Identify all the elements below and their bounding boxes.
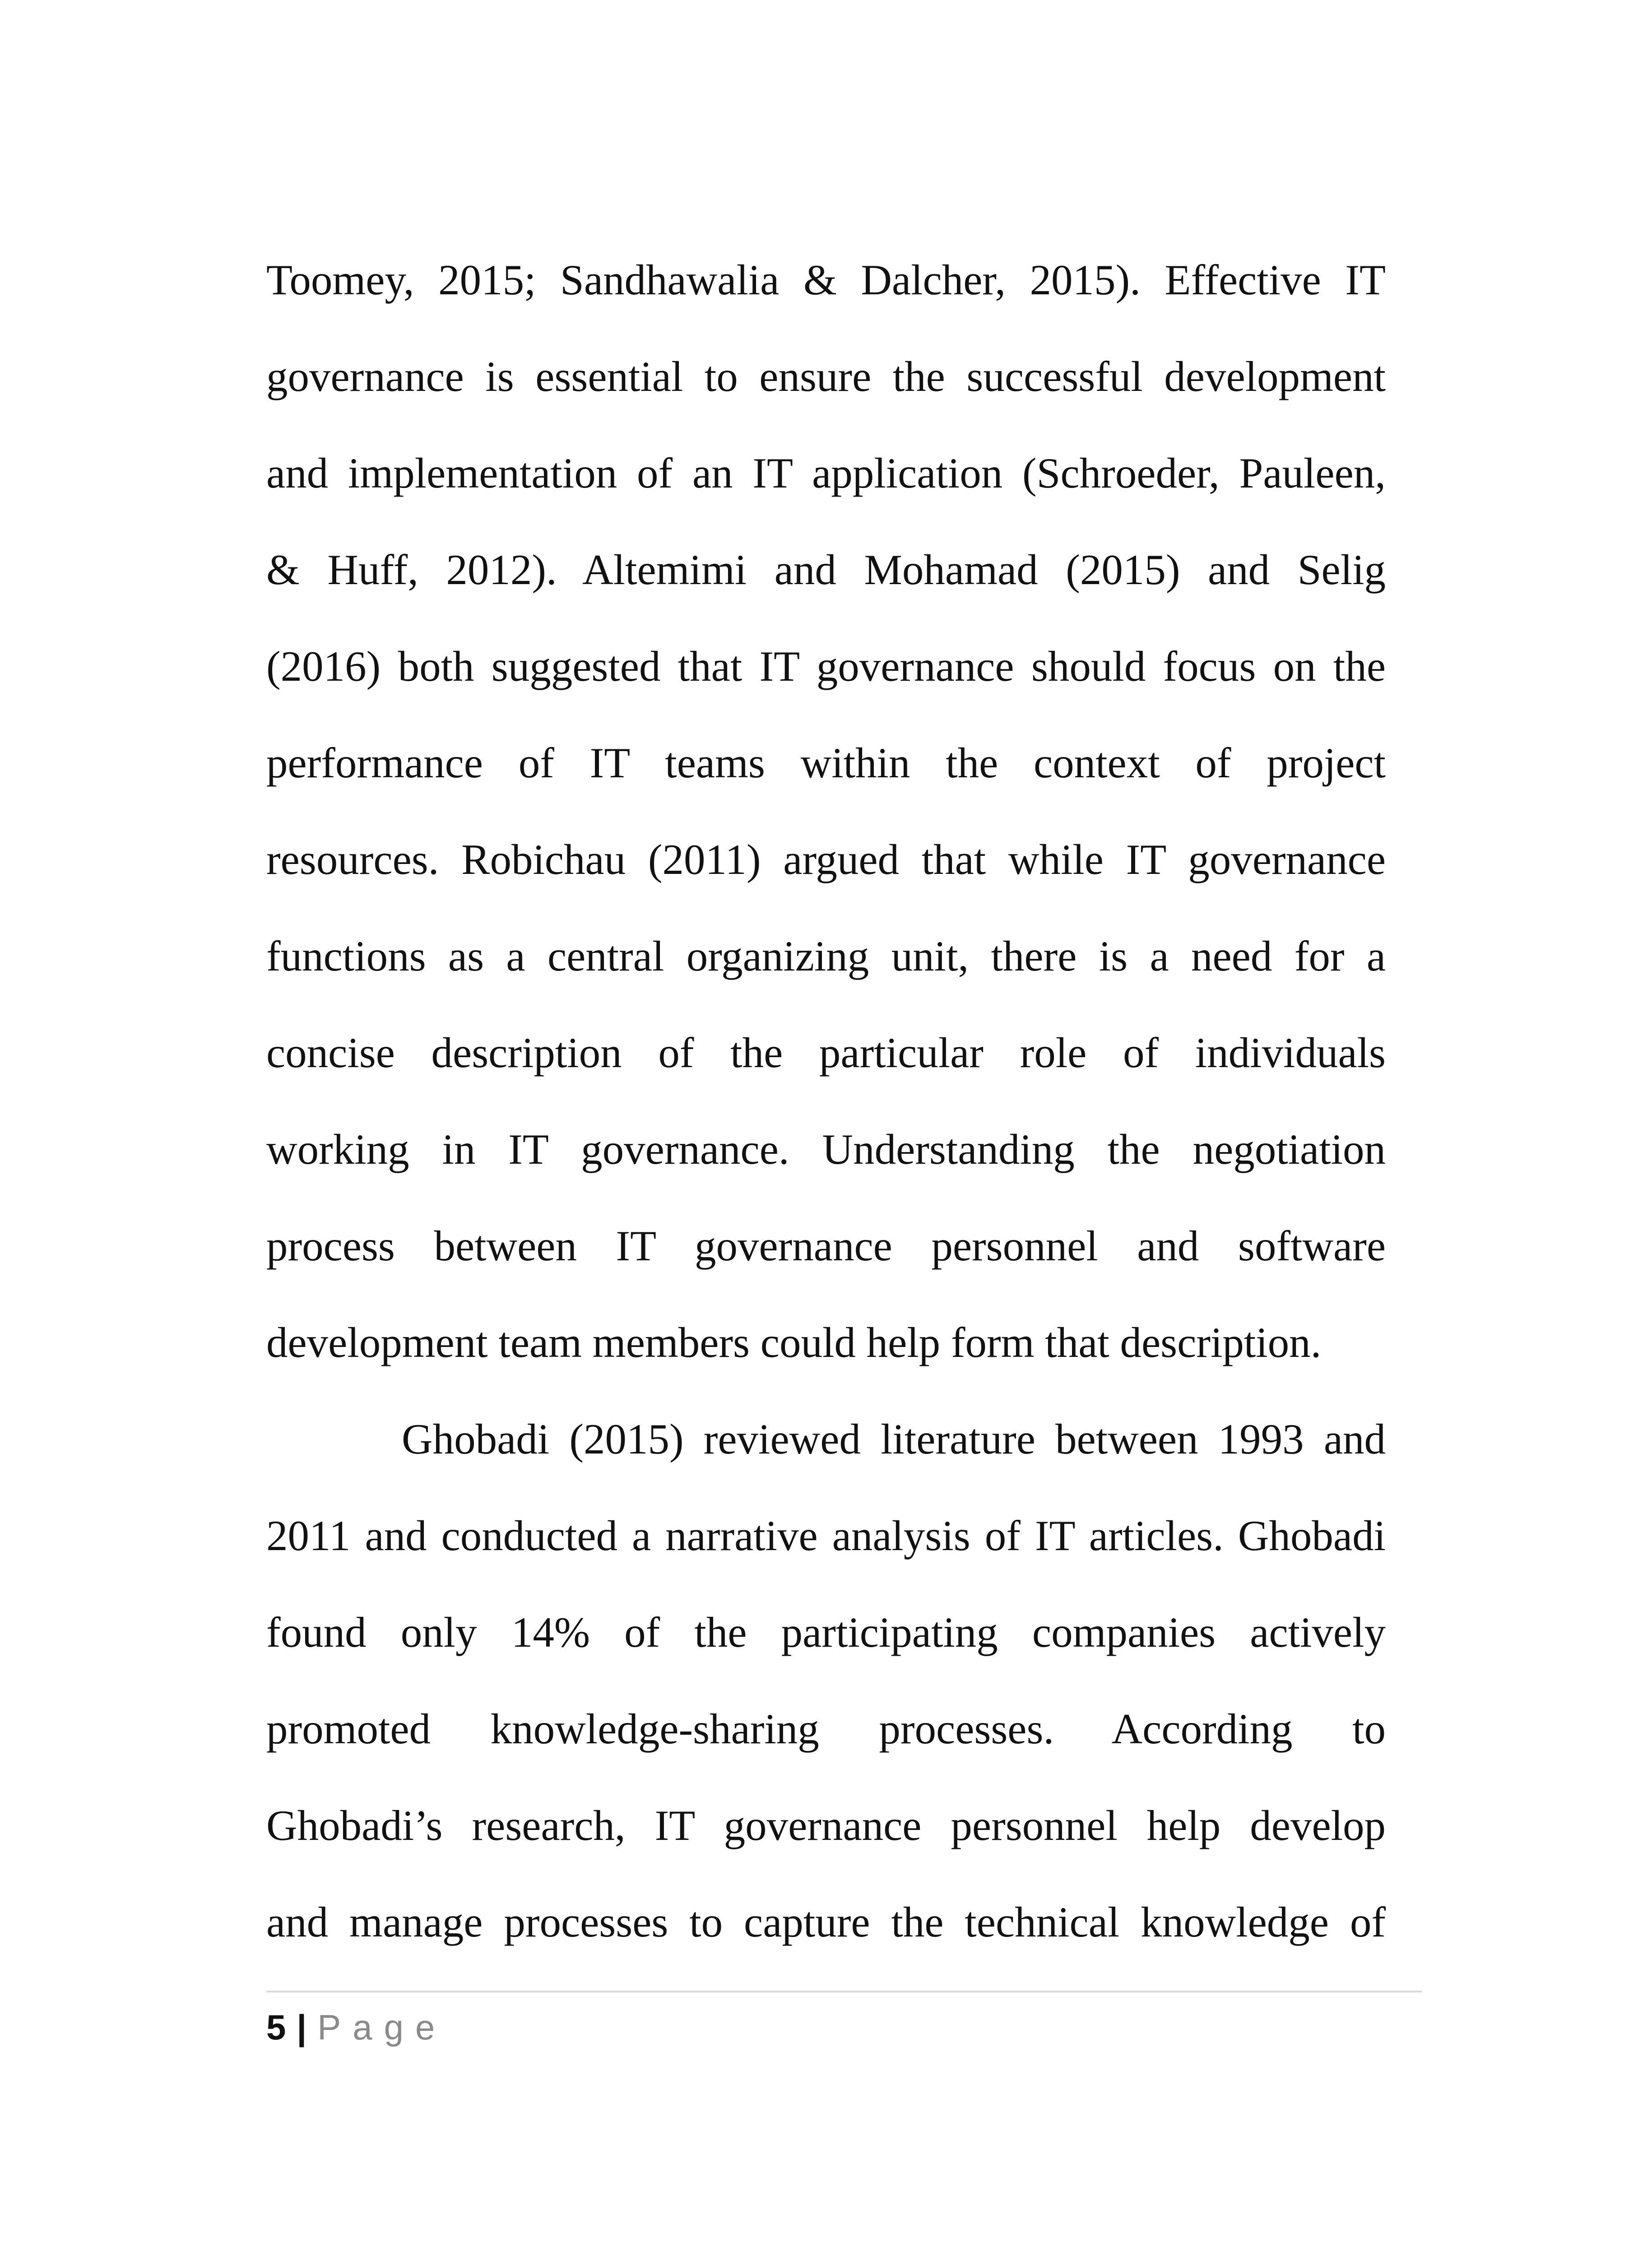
text-line: promoted knowledge-sharing processes. According to: [266, 1705, 1386, 1753]
text-line: process between IT governance personnel and software: [266, 1222, 1386, 1270]
paragraph-first-line: Ghobadi (2015) reviewed literature between 1993 and: [402, 1415, 1386, 1463]
text-line: resources. Robichau (2011) argued that while IT governance: [266, 836, 1386, 883]
page-number: 5: [266, 2007, 286, 2047]
text-line: and implementation of an IT application (Schroeder, Pauleen,: [266, 449, 1386, 497]
footer-separator: |: [297, 2007, 307, 2047]
page-footer: [266, 2002, 446, 2057]
text-line: Ghobadi’s research, IT governance personnel help develop: [266, 1802, 1386, 1849]
text-line: and manage processes to capture the technical knowledge of: [266, 1898, 1386, 1946]
text-line: & Huff, 2012). Altemimi and Mohamad (2015) and Selig: [266, 546, 1386, 594]
paragraph-last-line: development team members could help form that description.: [266, 1319, 1322, 1366]
text-line: found only 14% of the participating companies actively: [266, 1608, 1386, 1656]
text-line: performance of IT teams within the context of project: [266, 739, 1386, 787]
page-label: Page: [317, 2007, 447, 2047]
footer-divider: [266, 1991, 1422, 1992]
text-line: working in IT governance. Understanding the negotiation: [266, 1125, 1386, 1173]
text-line: (2016) both suggested that IT governance should focus on the: [266, 642, 1386, 690]
text-line: concise description of the particular role of individuals: [266, 1029, 1386, 1077]
text-line: 2011 and conducted a narrative analysis of IT articles. Ghobadi: [266, 1512, 1386, 1560]
text-line: governance is essential to ensure the successful development: [266, 353, 1386, 400]
body-text: [266, 253, 1386, 1992]
text-line: functions as a central organizing unit, there is a need for a: [266, 932, 1386, 980]
text-line: Toomey, 2015; Sandhawalia & Dalcher, 2015). Effective IT: [266, 256, 1386, 304]
